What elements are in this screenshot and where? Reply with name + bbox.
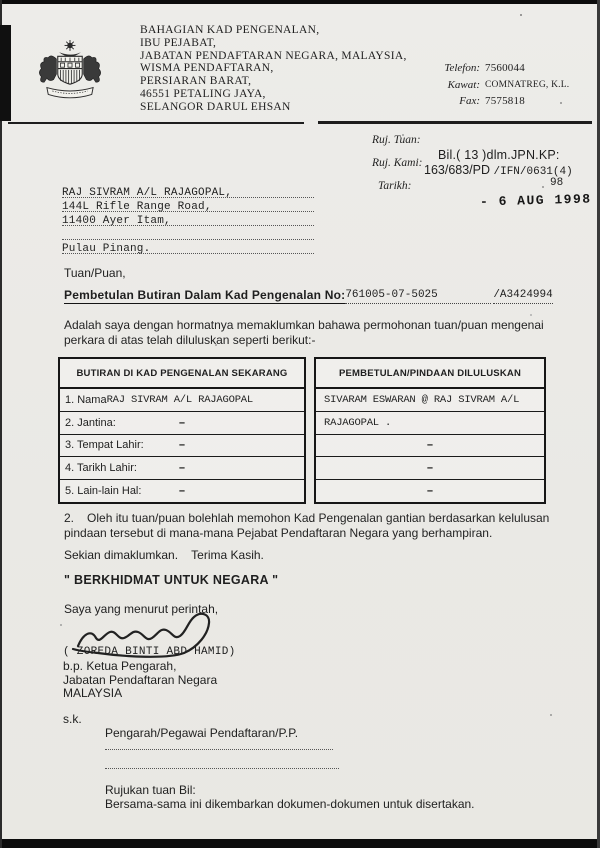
current-details-header: BUTIRAN DI KAD PENGENALAN SEKARANG [60, 359, 304, 389]
row-value: RAJ SIVRAM A/L RAJAGOPAL [106, 393, 254, 406]
scan-artifact-bar [0, 25, 11, 121]
row-value: – [426, 438, 434, 453]
rujukan-label: Rujukan tuan Bil: [105, 783, 196, 797]
row-value: – [178, 438, 186, 453]
row-label: 2. Jantina: [65, 416, 116, 429]
attachment-note: Bersama-sama ini dikembarkan dokumen-dokumen untuk disertakan. [105, 797, 475, 811]
address-line: PERSIARAN BARAT, [140, 75, 252, 88]
sender-address [140, 24, 407, 114]
address-line: SELANGOR DARUL EHSAN [140, 100, 291, 113]
table-row [60, 457, 304, 480]
address-line: IBU PEJABAT, [140, 36, 217, 49]
row-value: – [178, 484, 186, 499]
signatory-title-line: Jabatan Pendaftaran Negara [63, 672, 218, 687]
table-row [316, 435, 544, 458]
recipient-line: 144L Rifle Range Road, [62, 198, 314, 212]
table-row [60, 389, 304, 412]
subject-label: Pembetulan Butiran Dalam Kad Pengenalan No: [64, 288, 346, 302]
approved-correction-header: PEMBETULAN/PINDAAN DILULUSKAN [316, 359, 544, 389]
approved-correction-table [314, 357, 546, 504]
subject-old-ic-number: /A3424994 [493, 289, 552, 304]
signatory-title [63, 660, 217, 701]
table-row [60, 412, 304, 435]
paragraph-text: Oleh itu tuan/puan bolehlah memohon Kad Pengenalan gantian berdasarkan kelulusan pindaan tersebut di mana-mana Pejabat Pendaftaran Negara yang berhampiran. [64, 511, 550, 540]
current-details-table [58, 357, 306, 504]
row-value: RAJAGOPAL . [324, 416, 392, 429]
sk-label: s.k. [63, 712, 82, 726]
recipient-line: 11400 Ayer Itam, [62, 212, 314, 226]
letterhead-rule-left [8, 122, 304, 124]
subject-ic-number: 761005-07-5025 [345, 289, 491, 304]
scan-edge-top [0, 0, 600, 4]
address-line: WISMA PENDAFTARAN, [140, 62, 274, 75]
signatory-title-line: MALAYSIA [63, 686, 123, 700]
table-row [316, 389, 544, 412]
subject-line [64, 288, 553, 304]
closing-line: Sekian dimaklumkan. Terima Kasih. [64, 548, 264, 562]
slogan: " BERKHIDMAT UNTUK NEGARA " [64, 573, 279, 587]
date-stamp: - 6 AUG 1998 [479, 191, 592, 210]
table-row [60, 480, 304, 502]
row-label: 4. Tarikh Lahir: [65, 462, 137, 475]
file-year: 98 [550, 177, 564, 189]
row-label: 5. Lain-lain Hal: [65, 485, 142, 498]
address-line: BAHAGIAN KAD PENGENALAN, [140, 24, 320, 36]
ruj-tuan-label: Ruj. Tuan: [372, 134, 421, 146]
fax-value: 7575818 [485, 95, 525, 107]
telefon-row [420, 62, 590, 74]
contact-block [420, 62, 590, 112]
row-value: – [178, 415, 186, 430]
recipient-blank-line [62, 226, 314, 240]
telefon-label: Telefon: [444, 62, 480, 74]
signatory-title-line: b.p. Ketua Pengarah, [63, 659, 177, 673]
malaysia-coat-of-arms-icon [36, 38, 104, 110]
scan-edge-left [0, 0, 2, 848]
row-value: SIVARAM ESWARAN @ RAJ SIVRAM A/L [324, 393, 520, 406]
row-value: – [426, 484, 434, 499]
ruj-kami-file [424, 163, 573, 178]
fax-label: Fax: [459, 95, 480, 107]
table-row [316, 457, 544, 480]
recipient-line: RAJ SIVRAM A/L RAJAGOPAL, [62, 184, 314, 198]
row-value: – [426, 461, 434, 476]
address-line: JABATAN PENDAFTARAN NEGARA, MALAYSIA, [140, 49, 407, 62]
ruj-kami-label: Ruj. Kami: [372, 157, 423, 169]
signature-intro: Saya yang menurut perintah, [64, 602, 219, 616]
cc-recipient: Pengarah/Pegawai Pendaftaran/P.P. [105, 726, 299, 740]
body-paragraph-2 [64, 511, 556, 540]
recipient-line: Pulau Pinang. [62, 241, 314, 255]
table-row [316, 480, 544, 502]
file-number: 163/683/PD [424, 163, 494, 177]
telefon-value: 7560044 [485, 62, 525, 74]
salutation: Tuan/Puan, [64, 266, 126, 280]
recipient-address [62, 184, 314, 255]
row-value: – [178, 461, 186, 476]
row-label: 3. Tempat Lahir: [65, 439, 144, 452]
kawat-value: COMNATREG, K.L. [485, 80, 570, 90]
kawat-label: Kawat: [447, 78, 480, 91]
cc-dotted-line [105, 768, 339, 769]
signatory-name: ( ZOREDA BINTI ABD HAMID) [63, 646, 236, 658]
file-suffix: /IFN/0631(4) [493, 166, 573, 178]
letterhead-rule-right [318, 121, 592, 124]
body-paragraph-1: Adalah saya dengan hormatnya memaklumkan bahawa permohonan tuan/puan mengenai perkara di atas telah diluluskan seperti berikut:- [64, 318, 544, 347]
paragraph-number: 2. [64, 511, 75, 525]
table-row [60, 435, 304, 458]
scan-noise [520, 14, 522, 16]
tarikh-label: Tarikh: [378, 180, 412, 192]
table-row [316, 412, 544, 435]
cc-dotted-line [105, 749, 333, 750]
ruj-kami-bil: Bil.( 13 )dlm.JPN.KP: [438, 148, 560, 162]
kawat-row [420, 79, 590, 91]
scan-edge-bottom [0, 839, 600, 848]
row-label: 1. Nama [65, 393, 107, 406]
address-line: 46551 PETALING JAYA, [140, 87, 266, 100]
fax-row [420, 95, 590, 107]
